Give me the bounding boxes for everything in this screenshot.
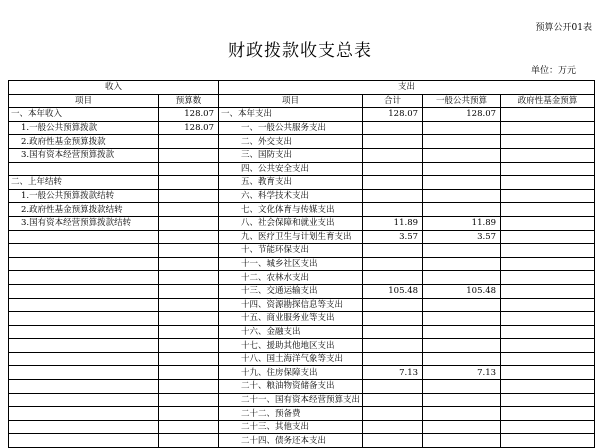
expense-fund-cell: [501, 284, 595, 298]
expense-general-cell: 105.48: [423, 284, 501, 298]
expense-fund-cell: [501, 325, 595, 339]
expense-total-cell: [363, 339, 423, 353]
expense-item-cell: 十五、商业服务业等支出: [219, 312, 363, 326]
table-row: [9, 230, 595, 244]
expense-item-cell: 一、本年支出: [219, 108, 363, 122]
income-item-cell: [9, 366, 159, 380]
expense-general-cell: [423, 298, 501, 312]
table-row: [9, 176, 595, 190]
table-row: [9, 162, 595, 176]
expense-fund-cell: [501, 108, 595, 122]
income-item-cell: 3.国有资本经营预算拨款: [9, 148, 159, 162]
expense-fund-cell: [501, 312, 595, 326]
expense-item-cell: 十六、金融支出: [219, 325, 363, 339]
budget-table: [8, 80, 595, 448]
page-title: 财政拨款收支总表: [228, 41, 372, 61]
expense-total-cell: 128.07: [363, 108, 423, 122]
expense-general-header: 一般公共预算: [423, 94, 501, 108]
income-value-cell: [159, 176, 219, 190]
income-item-cell: [9, 352, 159, 366]
expense-fund-cell: [501, 244, 595, 258]
expense-fund-cell: [501, 271, 595, 285]
expense-general-cell: [423, 393, 501, 407]
expense-total-cell: 7.13: [363, 366, 423, 380]
expense-total-cell: [363, 312, 423, 326]
table-row: [9, 352, 595, 366]
income-value-cell: [159, 271, 219, 285]
expense-general-cell: [423, 244, 501, 258]
expense-item-cell: 八、社会保障和就业支出: [219, 216, 363, 230]
expense-total-cell: [363, 271, 423, 285]
income-value-cell: [159, 189, 219, 203]
expense-total-cell: [363, 203, 423, 217]
expense-general-cell: [423, 176, 501, 190]
income-item-cell: [9, 271, 159, 285]
expense-total-cell: [363, 135, 423, 149]
expense-fund-cell: [501, 176, 595, 190]
income-value-cell: [159, 393, 219, 407]
expense-item-cell: 十三、交通运输支出: [219, 284, 363, 298]
table-row: [9, 257, 595, 271]
expense-general-cell: [423, 271, 501, 285]
table-row: [9, 366, 595, 380]
expense-fund-header: 政府性基金预算: [501, 94, 595, 108]
expense-total-cell: [363, 176, 423, 190]
expense-fund-cell: [501, 230, 595, 244]
income-item-cell: [9, 434, 159, 448]
expense-total-cell: [363, 325, 423, 339]
expense-fund-cell: [501, 148, 595, 162]
table-row: [9, 339, 595, 353]
income-header: 收入: [9, 81, 219, 95]
expense-fund-cell: [501, 352, 595, 366]
expense-general-cell: 128.07: [423, 108, 501, 122]
expense-total-cell: [363, 121, 423, 135]
income-value-cell: [159, 135, 219, 149]
income-budget-header: 预算数: [159, 94, 219, 108]
income-item-cell: 2.政府性基金预算拨款: [9, 135, 159, 149]
expense-item-cell: 九、医疗卫生与计划生育支出: [219, 230, 363, 244]
expense-item-cell: 一、一般公共服务支出: [219, 121, 363, 135]
table-row: [9, 216, 595, 230]
income-value-cell: 128.07: [159, 108, 219, 122]
table-row: [9, 312, 595, 326]
income-value-cell: [159, 380, 219, 394]
income-value-cell: [159, 284, 219, 298]
income-item-cell: [9, 407, 159, 421]
expense-item-cell: 三、国防支出: [219, 148, 363, 162]
expense-item-cell: 十、节能环保支出: [219, 244, 363, 258]
expense-general-cell: 3.57: [423, 230, 501, 244]
expense-total-cell: [363, 352, 423, 366]
table-row: [9, 148, 595, 162]
expense-item-cell: 二、外交支出: [219, 135, 363, 149]
expense-total-cell: [363, 148, 423, 162]
income-item-cell: [9, 230, 159, 244]
expense-item-cell: 十九、住房保障支出: [219, 366, 363, 380]
income-item-cell: 2.政府性基金预算拨款结转: [9, 203, 159, 217]
expense-total-cell: [363, 244, 423, 258]
expense-total-cell: [363, 298, 423, 312]
income-item-header: 项目: [9, 94, 159, 108]
income-item-cell: 3.国有资本经营预算拨款结转: [9, 216, 159, 230]
income-value-cell: [159, 244, 219, 258]
expense-fund-cell: [501, 366, 595, 380]
expense-fund-cell: [501, 257, 595, 271]
expense-item-cell: 十四、资源勘探信息等支出: [219, 298, 363, 312]
table-row: [9, 298, 595, 312]
expense-general-cell: 11.89: [423, 216, 501, 230]
income-item-cell: [9, 244, 159, 258]
income-value-cell: [159, 216, 219, 230]
table-row: [9, 135, 595, 149]
income-value-cell: [159, 203, 219, 217]
expense-fund-cell: [501, 162, 595, 176]
income-value-cell: [159, 162, 219, 176]
expense-item-header: 项目: [219, 94, 363, 108]
income-item-cell: 1.一般公共预算拨款结转: [9, 189, 159, 203]
expense-fund-cell: [501, 121, 595, 135]
income-value-cell: [159, 298, 219, 312]
unit-label: 单位：万元: [530, 66, 576, 76]
expense-general-cell: [423, 312, 501, 326]
income-value-cell: 128.07: [159, 121, 219, 135]
income-item-cell: [9, 325, 159, 339]
table-row: [9, 407, 595, 421]
expense-total-header: 合计: [363, 94, 423, 108]
expense-total-cell: 105.48: [363, 284, 423, 298]
table-row: [9, 325, 595, 339]
table-body: [9, 108, 595, 448]
table-row: [9, 121, 595, 135]
expense-fund-cell: [501, 298, 595, 312]
expense-total-cell: [363, 380, 423, 394]
income-item-cell: [9, 339, 159, 353]
expense-general-cell: [423, 189, 501, 203]
income-item-cell: 1.一般公共预算拨款: [9, 121, 159, 135]
expense-fund-cell: [501, 189, 595, 203]
expense-item-cell: 十八、国土海洋气象等支出: [219, 352, 363, 366]
expense-item-cell: 十一、城乡社区支出: [219, 257, 363, 271]
expense-item-cell: 二十一、国有资本经营预算支出: [219, 393, 363, 407]
expense-header: 支出: [219, 81, 595, 95]
expense-general-cell: [423, 325, 501, 339]
expense-total-cell: [363, 407, 423, 421]
income-item-cell: [9, 298, 159, 312]
expense-item-cell: 五、教育支出: [219, 176, 363, 190]
income-value-cell: [159, 312, 219, 326]
income-value-cell: [159, 325, 219, 339]
expense-fund-cell: [501, 135, 595, 149]
income-value-cell: [159, 352, 219, 366]
expense-general-cell: [423, 121, 501, 135]
income-value-cell: [159, 230, 219, 244]
expense-fund-cell: [501, 434, 595, 448]
expense-general-cell: [423, 380, 501, 394]
table-row: [9, 271, 595, 285]
expense-item-cell: 二十二、预备费: [219, 407, 363, 421]
expense-general-cell: [423, 135, 501, 149]
table-row: [9, 380, 595, 394]
income-value-cell: [159, 407, 219, 421]
income-value-cell: [159, 257, 219, 271]
expense-total-cell: 3.57: [363, 230, 423, 244]
expense-item-cell: 六、科学技术支出: [219, 189, 363, 203]
income-item-cell: 一、本年收入: [9, 108, 159, 122]
table-row: [9, 434, 595, 448]
expense-general-cell: [423, 148, 501, 162]
income-item-cell: [9, 312, 159, 326]
expense-item-cell: 二十三、其他支出: [219, 420, 363, 434]
expense-total-cell: [363, 189, 423, 203]
expense-fund-cell: [501, 380, 595, 394]
expense-item-cell: 二十、粮油物资储备支出: [219, 380, 363, 394]
expense-fund-cell: [501, 203, 595, 217]
expense-general-cell: [423, 407, 501, 421]
income-item-cell: [9, 393, 159, 407]
expense-item-cell: 十二、农林水支出: [219, 271, 363, 285]
income-value-cell: [159, 339, 219, 353]
expense-fund-cell: [501, 216, 595, 230]
income-item-cell: [9, 284, 159, 298]
expense-fund-cell: [501, 393, 595, 407]
income-value-cell: [159, 366, 219, 380]
table-code: 预算公开01表: [535, 23, 592, 33]
income-item-cell: 二、上年结转: [9, 176, 159, 190]
expense-total-cell: [363, 434, 423, 448]
table-row: [9, 189, 595, 203]
table-row: [9, 108, 595, 122]
table-row: [9, 203, 595, 217]
expense-fund-cell: [501, 339, 595, 353]
expense-item-cell: 十七、援助其他地区支出: [219, 339, 363, 353]
table-row: [9, 244, 595, 258]
table-row: [9, 393, 595, 407]
expense-total-cell: [363, 393, 423, 407]
income-item-cell: [9, 162, 159, 176]
expense-item-cell: 二十四、债务还本支出: [219, 434, 363, 448]
expense-total-cell: 11.89: [363, 216, 423, 230]
expense-item-cell: 七、文化体育与传媒支出: [219, 203, 363, 217]
expense-item-cell: 四、公共安全支出: [219, 162, 363, 176]
expense-general-cell: [423, 203, 501, 217]
income-item-cell: [9, 380, 159, 394]
income-value-cell: [159, 148, 219, 162]
expense-total-cell: [363, 257, 423, 271]
table-row: [9, 284, 595, 298]
expense-general-cell: [423, 352, 501, 366]
expense-general-cell: [423, 257, 501, 271]
income-value-cell: [159, 434, 219, 448]
expense-total-cell: [363, 162, 423, 176]
expense-general-cell: [423, 339, 501, 353]
expense-general-cell: 7.13: [423, 366, 501, 380]
expense-general-cell: [423, 162, 501, 176]
expense-general-cell: [423, 434, 501, 448]
expense-fund-cell: [501, 407, 595, 421]
income-item-cell: [9, 257, 159, 271]
